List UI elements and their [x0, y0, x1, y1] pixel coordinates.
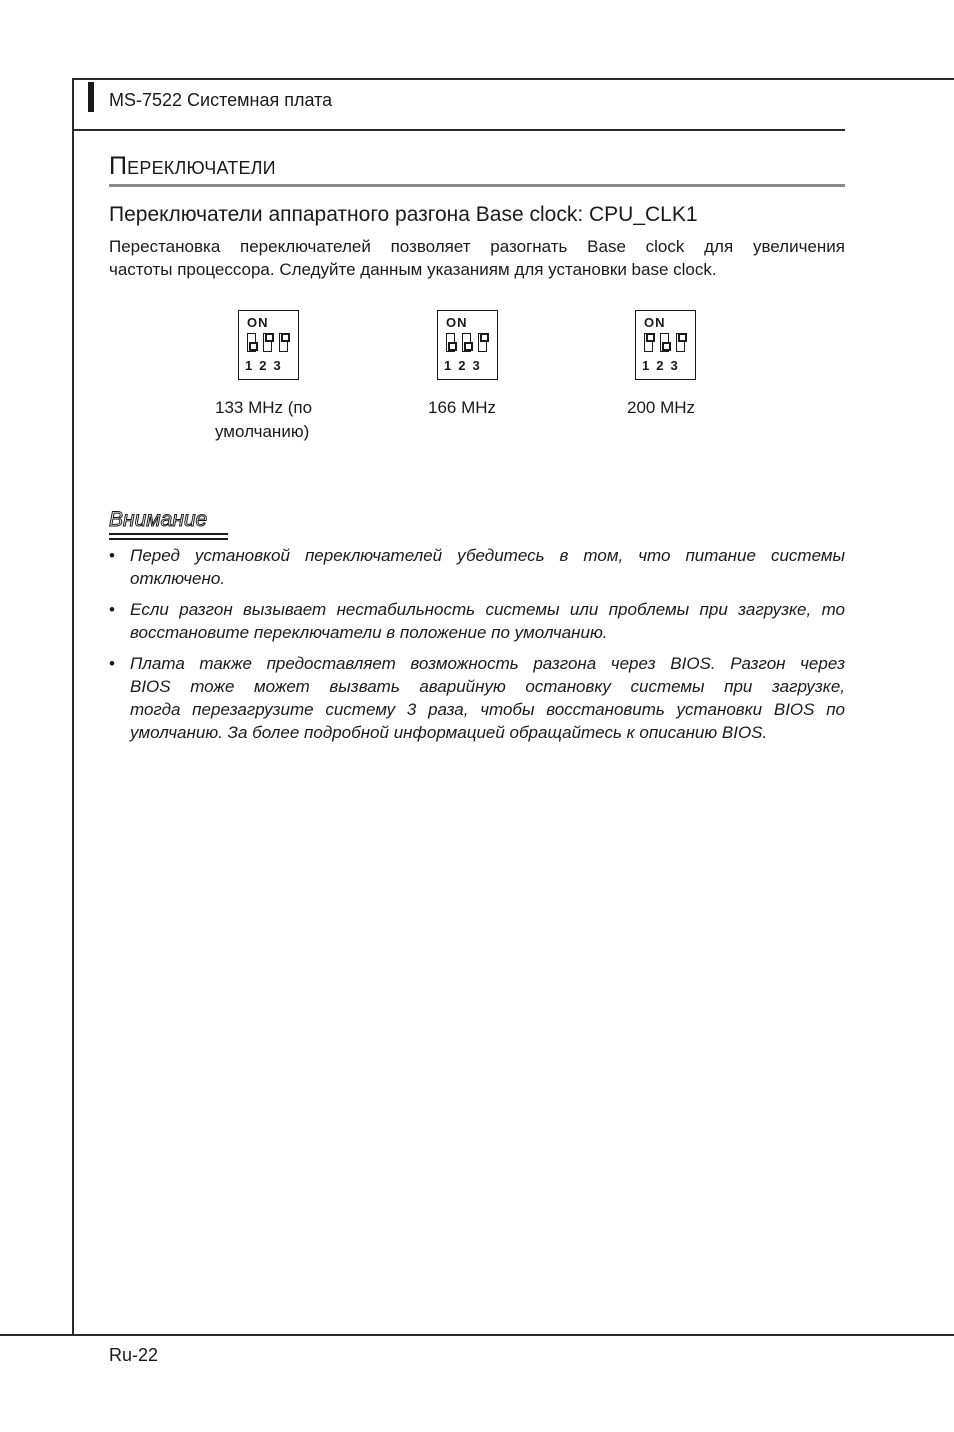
attention-underline: [109, 533, 228, 535]
header-accent-bar: [88, 82, 94, 112]
dip-switch-knob: [265, 333, 274, 342]
left-border: [72, 78, 74, 1336]
intro-paragraph: [109, 235, 845, 281]
dip-switch-knob: [480, 333, 489, 342]
top-border: [72, 78, 954, 80]
attention-title: Внимание: [109, 508, 208, 531]
bullet-icon: •: [109, 654, 115, 673]
dip-switch-caption-line: умолчанию): [215, 422, 310, 441]
subheading: Переключатели аппаратного разгона Base clock: CPU_CLK1: [109, 203, 698, 226]
dip-switch-caption: [428, 396, 496, 420]
dip-switch-knob: [281, 333, 290, 342]
dip-switch-knob: [678, 333, 687, 342]
dip-switch-caption: [215, 396, 312, 444]
intro-line: Перестановка переключателей позволяет разогнать Base clock для увеличения: [109, 237, 845, 256]
dip-switch-slot: [446, 333, 455, 352]
list-item: [109, 598, 845, 644]
dip-switch-caption-line: 133 MHz (по: [215, 398, 313, 417]
dip-switch-slot: [247, 333, 256, 352]
list-item: [109, 544, 845, 590]
header-title: MS-7522 Системная плата: [109, 90, 333, 110]
list-item-line: BIOS тоже может вызвать аварийную остановку системы при загрузке,: [130, 677, 845, 696]
section-title: Переключатели: [109, 152, 276, 180]
dip-switch-knob: [249, 342, 258, 351]
dip-switch-slot: [263, 333, 272, 352]
dip-on-label: ON: [247, 315, 269, 330]
bullet-icon: •: [109, 600, 115, 619]
dip-switch-knob: [646, 333, 655, 342]
list-item-line: умолчанию. За более подробной информацией обращайтесь к описанию BIOS.: [130, 723, 768, 742]
dip-switch-slot: [676, 333, 685, 352]
list-item-line: восстановите переключатели в положение по умолчанию.: [130, 623, 608, 642]
dip-on-label: ON: [644, 315, 666, 330]
list-item: [109, 652, 845, 744]
attention-underline: [109, 538, 228, 540]
bullet-icon: •: [109, 546, 115, 565]
section-title-rule: [109, 184, 845, 187]
dip-switch-slot: [462, 333, 471, 352]
list-item-line: Плата также предоставляет возможность разгона через BIOS. Разгон через: [130, 654, 845, 673]
dip-switch-knob: [448, 342, 457, 351]
header-rule: [72, 129, 845, 131]
dip-switch-slot: [660, 333, 669, 352]
list-item-line: отключено.: [130, 569, 226, 588]
list-item-line: Если разгон вызывает нестабильность системы или проблемы при загрузке, то: [130, 600, 845, 619]
dip-switch-icon: [437, 310, 498, 380]
dip-switch-slot: [279, 333, 288, 352]
dip-switch-knob: [662, 342, 671, 351]
dip-switch-icon: [635, 310, 696, 380]
dip-switch-knob: [464, 342, 473, 351]
list-item-line: тогда перезагрузите систему 3 раза, чтобы восстановить установки BIOS по: [130, 700, 845, 719]
intro-line: частоты процессора. Следуйте данным указаниям для установки base clock.: [109, 260, 717, 279]
list-item-line: Перед установкой переключателей убедитесь в том, что питание системы: [130, 546, 845, 565]
dip-switch-caption-line: 166 MHz: [428, 398, 497, 417]
dip-switch-numbers: 123: [245, 358, 288, 373]
dip-switch-caption-line: 200 MHz: [627, 398, 696, 417]
footer-border: [0, 1334, 954, 1336]
dip-on-label: ON: [446, 315, 468, 330]
page-number: Ru-22: [109, 1345, 159, 1365]
attention-list: [109, 544, 845, 752]
dip-switch-caption: [627, 396, 695, 420]
dip-switch-slot: [478, 333, 487, 352]
dip-switch-icon: [238, 310, 299, 380]
dip-switch-numbers: 123: [642, 358, 685, 373]
dip-switch-slot: [644, 333, 653, 352]
dip-switch-numbers: 123: [444, 358, 487, 373]
